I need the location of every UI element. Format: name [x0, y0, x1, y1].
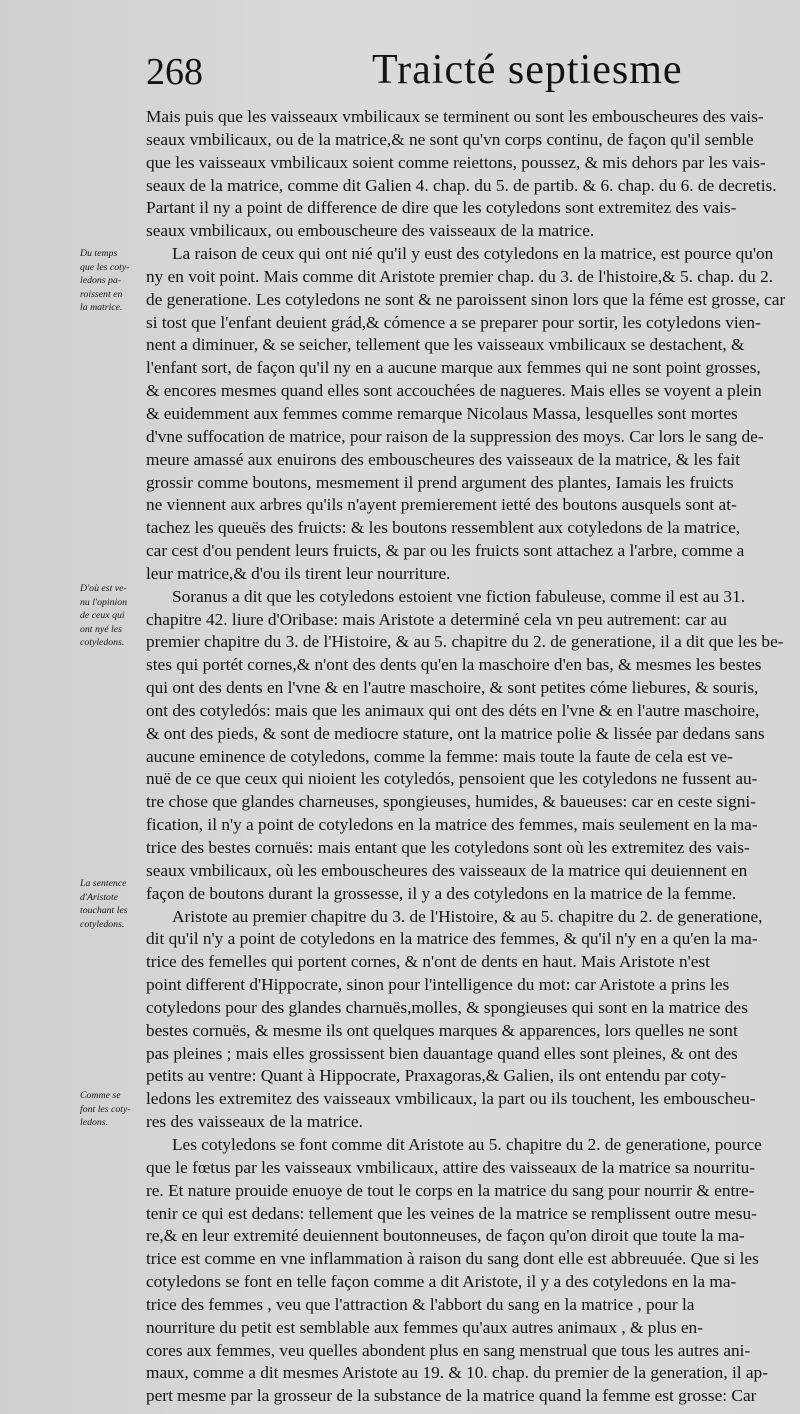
text-line: premier chapitre du 3. de l'Histoire, & au 5. chapitre du 2. de generatione, il a dit que les be-	[146, 632, 784, 652]
running-title: Traicté septiesme	[372, 47, 683, 93]
text-line: & euidemment aux femmes comme remarque Nicolaus Massa, lesquelles sont mortes	[146, 403, 738, 423]
text-line: que le fœtus par les vaisseaux vmbilicaux, attire des vaisseaux de la matrice sa nourritu-	[146, 1157, 755, 1177]
text-line: Aristote au premier chapitre du 3. de l'Histoire, & au 5. chapitre du 2. de generatione,	[172, 906, 763, 926]
margin-note-line: d'Aristote	[80, 891, 119, 903]
text-line: leur matrice,& d'ou ils tirent leur nourriture.	[146, 563, 451, 583]
text-line: grossir comme boutons, mesmement il prend argument des plantes, Iamais les fruicts	[146, 472, 734, 492]
text-line: ledons les extremitez des vaisseaux vmbilicaux, la part ou ils touchent, les embouscheu-	[146, 1089, 756, 1109]
margin-note-line: que les coty-	[80, 261, 130, 273]
text-line: re. Et nature prouide enuoye de tout le corps en la matrice du sang pour nourrir & entre-	[146, 1180, 755, 1200]
margin-note-line: ledons.	[80, 1117, 109, 1128]
text-line: nuë de ce que ceux qui nioient les cotyledós, pensoient que les cotyledons ne fussent au-	[146, 769, 758, 789]
text-line: l'enfant sort, de façon qu'il ny en a aucune marque aux femmes qui ne sont point grosses,	[146, 358, 761, 378]
text-line: Partant il ny a point de difference de dire que les cotyledons sont extremitez des vais-	[146, 198, 737, 218]
text-line: pas pleines ; mais elles grossissent bien dauantage quand elles sont pleines, & ont des	[146, 1043, 738, 1063]
text-line: aucune eminence de cotyledons, comme la femme: mais toute la faute de cela est ve-	[146, 746, 733, 766]
text-line: Mais puis que les vaisseaux vmbilicaux se terminent ou sont les embouscheures des vais-	[146, 107, 764, 126]
text-line: tachez les queuës des fruicts: & les boutons ressemblent aux cotyledons de la matrice,	[146, 518, 741, 538]
margin-note-line: roissent en	[80, 288, 123, 300]
text-line: seaux vmbilicaux, où les embouscheures des vaisseaux de la matrice qui deuiennent en	[146, 860, 748, 880]
page-number: 268	[146, 51, 203, 93]
text-line: re,& en leur extremité deuiennent boutonneuses, de façon qu'on diroit que toute la ma-	[146, 1226, 745, 1246]
text-line: si tost que l'enfant deuient grád,& cómence a se preparer pour sortir, les cotyledons vien-	[146, 312, 761, 332]
text-line: que les vaisseaux vmbilicaux soient comme reiettons, poussez, & mis dehors par les vais-	[146, 152, 766, 172]
text-line: ne viennent aux arbres qu'ils n'ayent premierement ietté des boutons ausquels sont at-	[146, 495, 737, 515]
margin-note-line: Du temps	[80, 248, 118, 259]
text-line: La raison de ceux qui ont nié qu'il y eust des cotyledons en la matrice, est pource qu'on	[172, 244, 774, 264]
text-line: & encores mesmes quand elles sont accouchées de nagueres. Mais elles se voyent a plein	[146, 381, 762, 401]
text-line: Soranus a dit que les cotyledons estoient vne fiction fabuleuse, comme il est au 31.	[172, 586, 746, 606]
text-line: cotyledons pour des glandes charnuës,molles, & spongieuses qui sont en la matrice des	[146, 997, 748, 1017]
text-line: tenir ce qui est dedans: tellement que les veines de la matrice se remplissent outre mesu-	[146, 1203, 757, 1223]
text-line: seaux vmbilicaux, ou embouscheure des vaisseaux de la matrice.	[146, 221, 595, 241]
margin-note-1	[80, 247, 144, 315]
body-text	[146, 106, 794, 1408]
margin-note-line: touchant les	[80, 905, 128, 916]
text-line: cores aux femmes, veu quelles abondent plus en sang menstrual que tous les autres ani-	[146, 1340, 751, 1360]
text-line: ny en voit point. Mais comme dit Aristote premier chap. du 3. de l'histoire,& 5. chap. du 2.	[146, 266, 774, 286]
text-line: trice est comme en vne inflammation à raison du sang dont elle est abbreuuée. Que si les	[146, 1249, 759, 1269]
text-line: tre chose que glandes charneuses, spongieuses, humides, & baueuses: car en ceste signi-	[146, 792, 756, 812]
text-line: nourriture du petit est semblable aux femmes qu'aux autres animaux , & plus en-	[146, 1317, 703, 1337]
margin-note-line: ledons pa-	[80, 275, 122, 286]
margin-note-3	[80, 877, 144, 931]
text-line: petits au ventre: Quant à Hippocrate, Praxagoras,& Galien, ils ont entendu par coty-	[146, 1066, 727, 1086]
margin-note-line: D'où est ve-	[80, 583, 127, 594]
margin-note-line: de ceux qui	[80, 610, 125, 621]
margin-note-line: la matrice.	[80, 302, 123, 313]
margin-note-line: Comme se	[80, 1090, 121, 1101]
text-line: façon de boutons durant la grossesse, il y a des cotyledons en la matrice de la femme.	[146, 883, 737, 903]
text-line: point different d'Hippocrate, sinon pour l'intelligence du mot: car Aristote a prins les	[146, 975, 730, 995]
margin-note-2	[80, 582, 144, 650]
text-line: car cest d'ou pendent leurs fruicts, & par ou les fruicts sont attachez a l'arbre, comme a	[146, 541, 745, 561]
text-line: ont des cotyledós: mais que les animaux qui ont des déts en l'vne & en l'autre maschoire,	[146, 700, 760, 720]
text-line: trice des femmes , veu que l'attraction & l'abbort du sang en la matrice , pour la	[146, 1294, 695, 1314]
text-line: seaux vmbilicaux, ou de la matrice,& ne sont qu'vn corps continu, de façon qu'il semble	[146, 129, 754, 149]
text-line: seaux de la matrice, comme dit Galien 4. chap. du 5. de partib. & 6. chap. du 6. de decretis.	[146, 175, 777, 195]
margin-note-line: La sentence	[80, 878, 127, 889]
page-header	[0, 47, 800, 100]
text-line: & ont des pieds, & sont de mediocre stature, ont la matrice polie & lissée par dedans sans	[146, 723, 765, 743]
margin-note-line: cotyledons.	[80, 918, 125, 930]
text-line: bestes cornuës, & mesme ils ont quelques marques & apparences, lors quelles ne sont	[146, 1020, 738, 1040]
text-line: cotyledons se font en telle façon comme a dit Aristote, il y a des cotyledons en la ma-	[146, 1272, 737, 1292]
text-line: pert mesme par la grosseur de la substance de la matrice quand la femme est grosse: Car	[146, 1386, 757, 1406]
text-line: res des vaisseaux de la matrice.	[146, 1112, 363, 1132]
text-line: d'vne suffocation de matrice, pour raison de la suppression des moys. Car lors le sang de-	[146, 426, 764, 446]
text-line: de generatione. Les cotyledons ne sont & ne paroissent sinon lors que la féme est grosse, car	[146, 289, 786, 309]
text-line: fication, il n'y a point de cotyledons en la matrice des femmes, mais seulement en la ma-	[146, 815, 758, 835]
text-line: Les cotyledons se font comme dit Aristote au 5. chapitre du 2. de generatione, pource	[172, 1134, 762, 1154]
text-line: trice des bestes cornuës: mais entant que les cotyledons sont où les extremitez des vais-	[146, 838, 750, 857]
text-line: meure amassé aux enuirons des embouscheures des vaisseaux de la matrice, & les fait	[146, 449, 741, 469]
margin-note-line: cotyledons.	[80, 637, 125, 648]
margin-note-4	[80, 1089, 144, 1130]
text-line: chapitre 42. liure d'Oribase: mais Aristote a determiné cela vn peu autrement: car au	[146, 609, 727, 629]
text-line: qui ont des dents en l'vne & en l'autre maschoire, & sont petites cóme liebures, & souris,	[146, 678, 759, 698]
margin-note-line: font les coty-	[80, 1103, 131, 1115]
margin-note-line: ont nyé les	[80, 623, 122, 635]
text-line: dit qu'il n'y a point de cotyledons en la matrice des femmes, & qu'il n'y en a qu'en la ma-	[146, 929, 758, 949]
text-line: trice des femelles qui portent cornes, & n'ont de dents en haut. Mais Aristote n'est	[146, 952, 710, 972]
text-line: maux, comme a dit mesmes Aristote au 19. & 10. chap. du premier de la generation, il ap-	[146, 1363, 768, 1383]
margin-note-line: nu l'opinion	[80, 596, 127, 608]
text-line: nent a diminuer, & se seicher, tellement que les vaisseaux vmbilicaux se destachent, &	[146, 335, 745, 355]
text-line: stes qui portét cornes,& n'ont des dents qu'en la maschoire d'en bas, & mesmes les bestes	[146, 655, 762, 675]
